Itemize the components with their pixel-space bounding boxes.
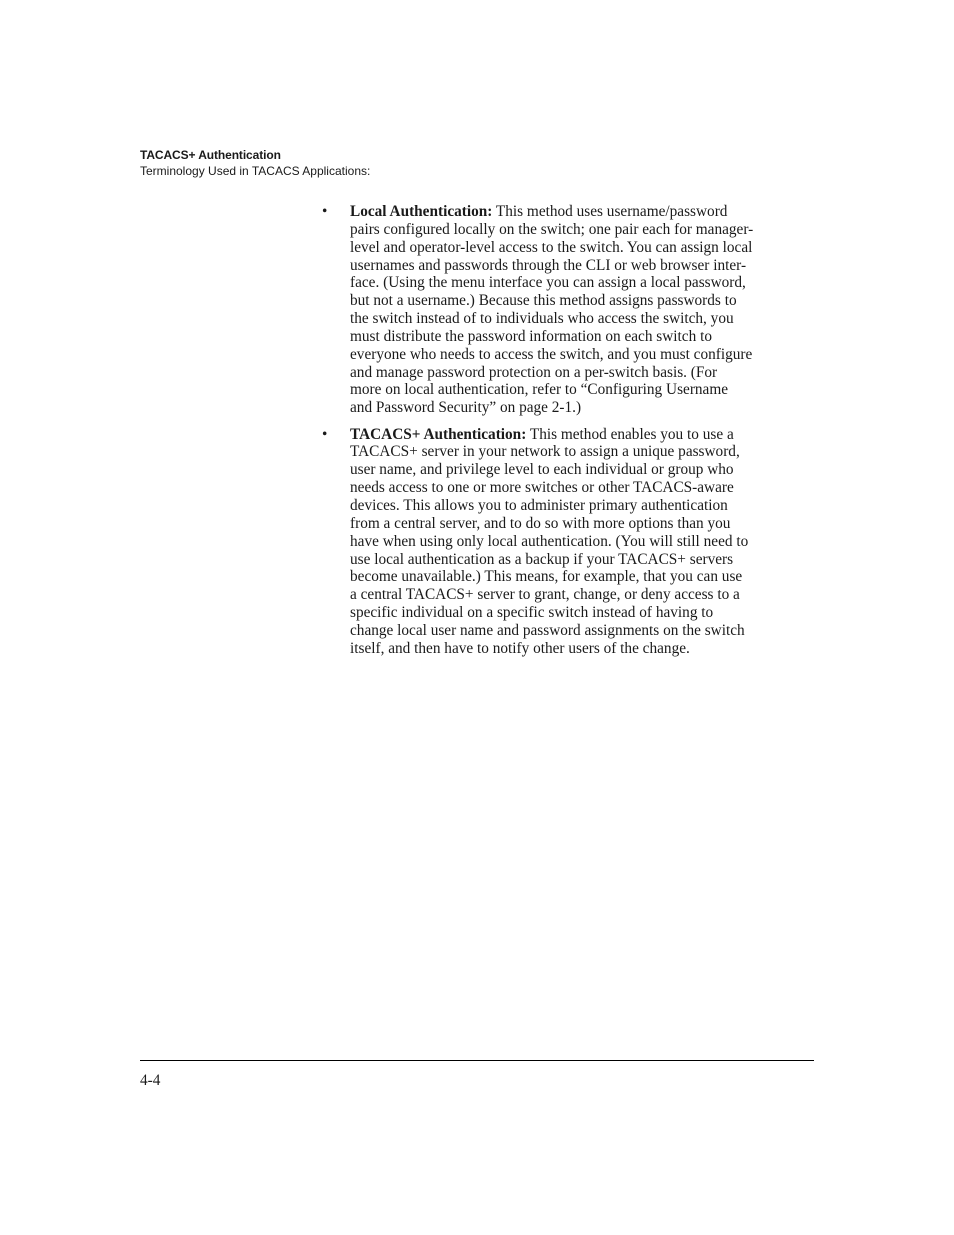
bullet-text-line: itself, and then have to notify other users of the change. [350, 639, 690, 657]
bullet-tacacs-authentication [322, 426, 790, 658]
page-number: 4-4 [140, 1072, 161, 1089]
bullet-text-line: needs access to one or more switches or other TACACS-aware [350, 479, 734, 497]
bullet-text-line: the switch instead of to individuals who access the switch, you [350, 310, 734, 328]
bullet-term: TACACS+ Authentication: [350, 425, 527, 443]
bullet-text-line: change local user name and password assignments on the switch [350, 621, 745, 639]
bullet-text-line: level and operator-level access to the switch. You can assign local [350, 238, 753, 256]
bullet-text-line: usernames and passwords through the CLI or web browser inter- [350, 256, 747, 274]
bullet-text-line: use local authentication as a backup if your TACACS+ servers [350, 550, 734, 568]
running-header [140, 147, 370, 179]
bullet-icon: • [322, 425, 328, 443]
bullet-icon: • [322, 203, 328, 220]
footer-divider [140, 1060, 814, 1061]
bullet-text-line: This method enables you to use a [526, 425, 734, 443]
bullet-list [322, 203, 790, 666]
bullet-text-line: and manage password protection on a per-switch basis. (For [350, 363, 718, 381]
bullet-first-line [350, 203, 790, 221]
bullet-text-line: more on local authentication, refer to “Configuring Username [350, 381, 729, 399]
section-title: TACACS+ Authentication [140, 148, 281, 162]
bullet-text-line: specific individual on a specific switch instead of having to [350, 604, 714, 622]
bullet-text-line: a central TACACS+ server to grant, change, or deny access to a [350, 586, 740, 604]
bullet-local-authentication [322, 203, 790, 417]
bullet-term: Local Authentication: [350, 203, 493, 220]
bullet-text-line: This method uses username/password [492, 203, 728, 220]
bullet-text-line: everyone who needs to access the switch, and you must configure [350, 345, 753, 363]
bullet-text-line: pairs configured locally on the switch; one pair each for manager- [350, 220, 754, 238]
bullet-text-line: TACACS+ server in your network to assign a unique password, [350, 443, 740, 461]
bullet-text-line: from a central server, and to do so with more options than you [350, 514, 731, 532]
bullet-text-line: must distribute the password information on each switch to [350, 327, 712, 345]
bullet-text-line: but not a username.) Because this method assigns passwords to [350, 292, 737, 310]
bullet-first-line [350, 426, 790, 444]
bullet-text-line: user name, and privilege level to each individual or group who [350, 461, 734, 479]
bullet-text-line: face. (Using the menu interface you can assign a local password, [350, 274, 746, 292]
bullet-text-line: become unavailable.) This means, for example, that you can use [350, 568, 743, 586]
bullet-text-line: devices. This allows you to administer primary authentication [350, 497, 728, 514]
bullet-text-line: and Password Security” on page 2-1.) [350, 399, 582, 417]
subsection-title: Terminology Used in TACACS Applications: [140, 164, 371, 178]
bullet-text-line: have when using only local authentication. (You will still need to [350, 532, 749, 550]
